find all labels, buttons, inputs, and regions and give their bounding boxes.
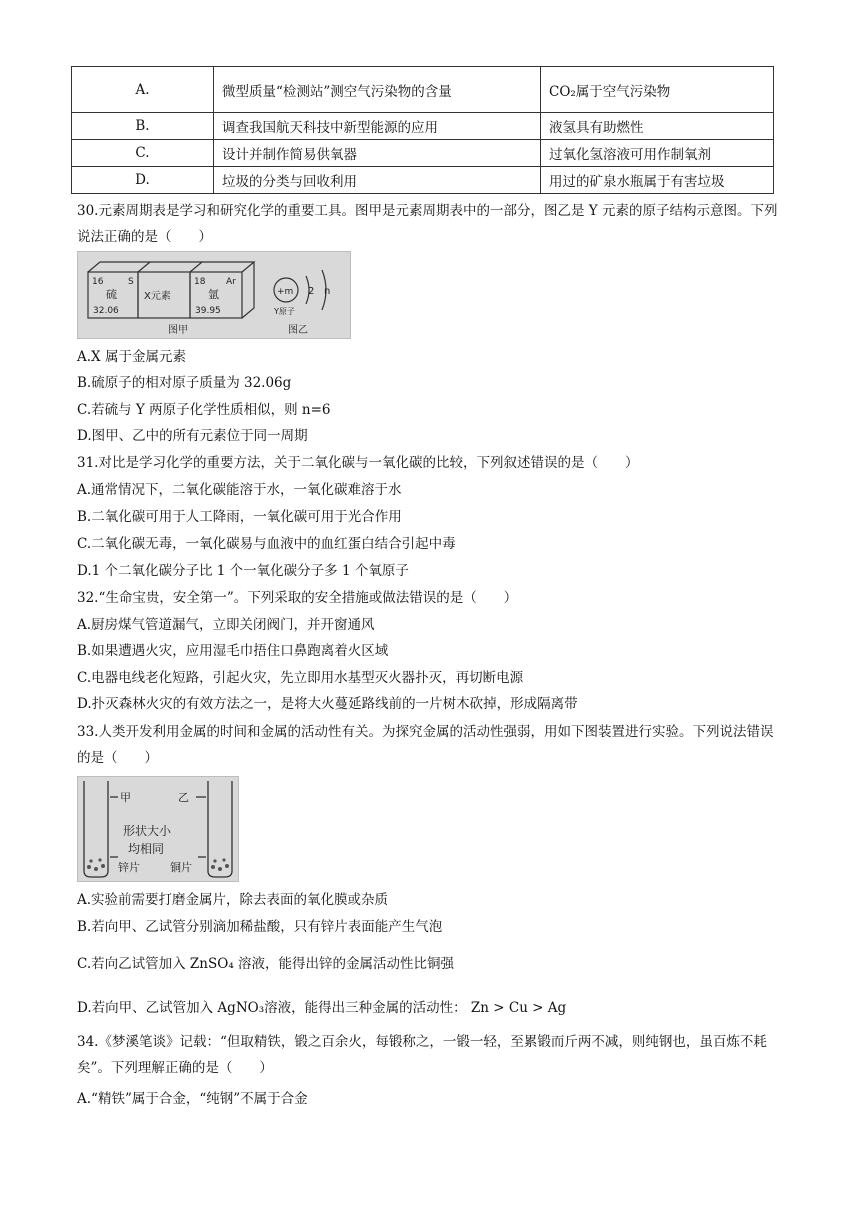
question-33-stem: 33.人类开发利用金属的时间和金属的活动性有关。为探究金属的活动性强弱，用如下图装置进行实验。下列说法错误的是（ ） [77, 724, 774, 766]
table-row [72, 167, 774, 194]
question-33-option-a: A.实验前需要打磨金属片，除去表面的氧化膜或杂质 [77, 892, 389, 908]
question-31-option-c: C.二氧化碳无毒，一氧化碳易与血液中的血红蛋白结合引起中毒 [77, 536, 456, 552]
question-34-option-a: A.“精铁”属于合金，“纯钢”不属于合金 [77, 1091, 308, 1107]
cell3-mass: 39.95 [195, 306, 221, 316]
cell3-symbol: Ar [226, 277, 236, 287]
table-cell-letter: B. [72, 113, 214, 140]
question-31-stem: 31.对比是学习化学的重要方法，关于二氧化碳与一氧化碳的比较，下列叙述错误的是（ ） [77, 455, 639, 471]
question-32-option-a: A.厨房煤气管道漏气，立即关闭阀门，并开窗通风 [77, 617, 375, 633]
cell3-number: 18 [194, 277, 206, 287]
question-33-option-d: D.若向甲、乙试管加入 AgNO₃溶液，能得出三种金属的活动性： Zn > Cu > Ag [77, 1000, 567, 1016]
note-line2: 均相同 [128, 842, 165, 856]
table-cell-activity: 垃圾的分类与回收利用 [214, 167, 541, 194]
question-31-option-a: A.通常情况下，二氧化碳能溶于水，一氧化碳难溶于水 [77, 482, 402, 498]
question-33-option-c: C.若向乙试管加入 ZnSO₄ 溶液，能得出锌的金属活动性比铜强 [77, 956, 455, 972]
table-cell-letter: C. [72, 140, 214, 167]
question-32-option-b: B.如果遭遇火灾，应用湿毛巾捂住口鼻跑离着火区域 [77, 643, 389, 659]
shell2-count: n [324, 286, 331, 297]
shell1-count: 2 [308, 286, 315, 297]
question-30-option-d: D.图甲、乙中的所有元素位于同一周期 [77, 428, 308, 444]
table-row [72, 140, 774, 167]
copper-label: 铜片 [170, 861, 192, 874]
cell1-name: 硫 [106, 288, 117, 301]
question-32-option-c: C.电器电线老化短路，引起火灾，先立即用水基型灭火器扑灭，再切断电源 [77, 670, 524, 686]
cell3-name: 氩 [208, 288, 219, 301]
table-cell-activity: 微型质量“检测站”测空气污染物的含量 [214, 67, 541, 113]
periodic-table-figure [77, 251, 351, 339]
table-cell-activity: 设计并制作简易供氧器 [214, 140, 541, 167]
cell1-symbol: S [128, 277, 134, 287]
nucleus-label: +m [277, 287, 294, 297]
table-cell-activity: 调查我国航天科技中新型能源的应用 [214, 113, 541, 140]
table-cell-result: 过氧化氢溶液可用作制氧剂 [541, 140, 774, 167]
table-cell-letter: A. [72, 67, 214, 113]
question-33-option-b: B.若向甲、乙试管分别滴加稀盐酸，只有锌片表面能产生气泡 [77, 919, 443, 935]
table-cell-result: 用过的矿泉水瓶属于有害垃圾 [541, 167, 774, 194]
caption-left: 图甲 [168, 325, 188, 336]
table-cell-result: 液氢具有助燃性 [541, 113, 774, 140]
note-line1: 形状大小 [123, 824, 172, 838]
options-table [71, 66, 774, 194]
atom-label: Y原子 [274, 307, 295, 316]
caption-right: 图乙 [288, 325, 308, 336]
zinc-label: 锌片 [118, 861, 140, 874]
table-row [72, 113, 774, 140]
question-30-option-a: A.X 属于金属元素 [77, 349, 186, 365]
question-32-stem: 32.“生命宝贵，安全第一”。下列采取的安全措施或做法错误的是（ ） [77, 590, 518, 606]
question-31-option-d: D.1 个二氧化碳分子比 1 个一氧化碳分子多 1 个氧原子 [77, 563, 409, 579]
question-34-stem: 34.《梦溪笔谈》记载：“但取精铁，锻之百余火，每锻称之，一锻一轻，至累锻而斤两不减，则纯钢也，虽百炼不耗矣”。下列理解正确的是（ ） [77, 1034, 767, 1076]
cell1-number: 16 [92, 277, 104, 287]
tube-left-label: 甲 [120, 791, 131, 804]
table-row [72, 67, 774, 113]
cell2-name: X元素 [144, 291, 171, 302]
question-30-stem: 30.元素周期表是学习和研究化学的重要工具。图甲是元素周期表中的一部分，图乙是 Y 元素的原子结构示意图。下列说法正确的是（ ） [77, 203, 778, 245]
question-30-option-b: B.硫原子的相对原子质量为 32.06g [77, 375, 292, 391]
question-31-option-b: B.二氧化碳可用于人工降雨，一氧化碳可用于光合作用 [77, 509, 402, 525]
question-32-option-d: D.扑灭森林火灾的有效方法之一，是将大火蔓延路线前的一片树木砍掉，形成隔离带 [77, 696, 578, 712]
test-tube-figure [77, 776, 239, 882]
table-cell-result: CO₂属于空气污染物 [541, 67, 774, 113]
tube-right-label: 乙 [178, 791, 189, 804]
question-30-option-c: C.若硫与 Y 两原子化学性质相似，则 n=6 [77, 402, 331, 418]
table-cell-letter: D. [72, 167, 214, 194]
cell1-mass: 32.06 [93, 306, 119, 316]
